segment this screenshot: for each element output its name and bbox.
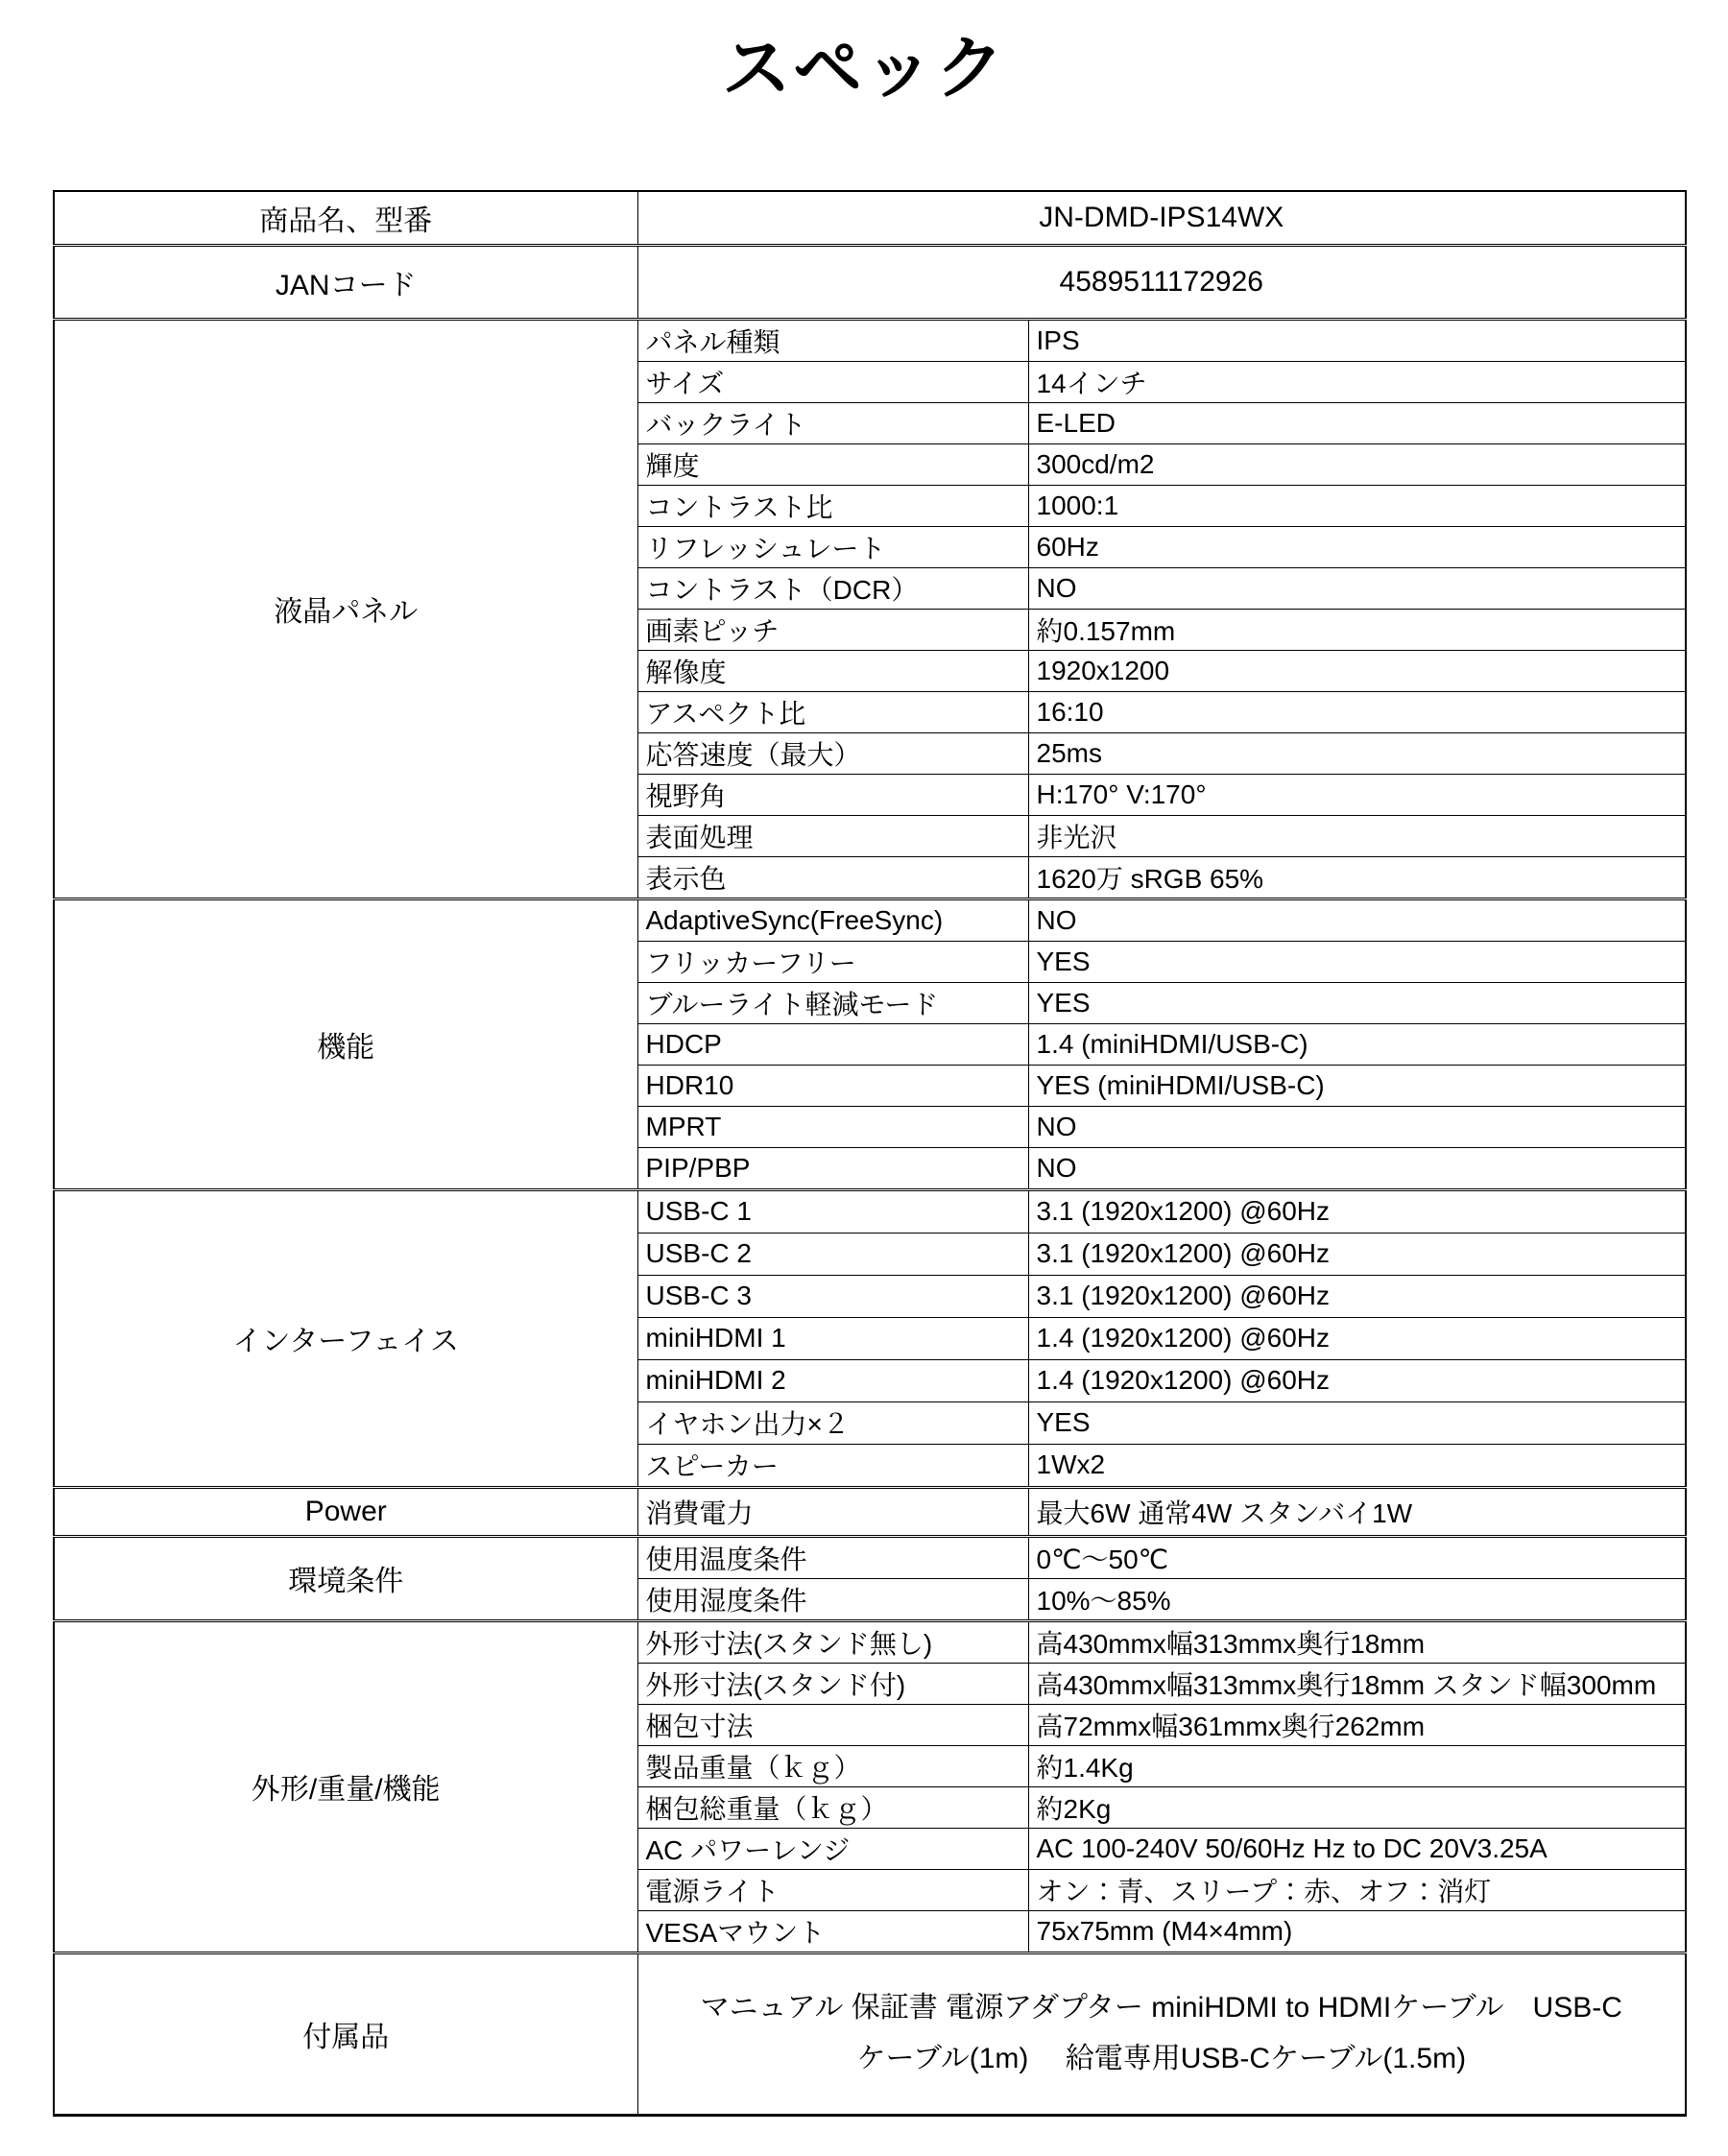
item-label-cell: VESAマウント — [637, 1910, 1028, 1952]
item-value-cell: 3.1 (1920x1200) @60Hz — [1028, 1275, 1686, 1317]
section-label-cell: インターフェイス — [54, 1189, 637, 1487]
item-label-cell: アスペクト比 — [637, 691, 1028, 732]
section-label-cell: 付属品 — [54, 1952, 637, 2115]
section-label-cell: 液晶パネル — [54, 319, 637, 898]
item-label-cell: USB-C 2 — [637, 1233, 1028, 1275]
item-value-cell: 高430mmx幅313mmx奥行18mm — [1028, 1620, 1686, 1663]
spec-row — [54, 1487, 1686, 1536]
item-value-cell: NO — [1028, 1147, 1686, 1189]
item-label-cell: USB-C 1 — [637, 1189, 1028, 1233]
item-label-cell: 電源ライト — [637, 1869, 1028, 1910]
item-value-cell: オン：青、スリープ：赤、オフ：消灯 — [1028, 1869, 1686, 1910]
item-value-cell: 0℃～50℃ — [1028, 1536, 1686, 1578]
page-title: スペック — [721, 31, 1006, 108]
item-label-cell: イヤホン出力×２ — [637, 1401, 1028, 1444]
item-value-cell: E-LED — [1028, 402, 1686, 443]
item-value-cell: 60Hz — [1028, 526, 1686, 567]
item-value-cell: 非光沢 — [1028, 815, 1686, 856]
item-label-cell: 表面処理 — [637, 815, 1028, 856]
row-label-cell: JANコード — [54, 245, 637, 319]
item-label-cell: サイズ — [637, 361, 1028, 402]
item-label-cell: AdaptiveSync(FreeSync) — [637, 898, 1028, 941]
item-value-cell: 1000:1 — [1028, 485, 1686, 526]
item-label-cell: miniHDMI 2 — [637, 1359, 1028, 1401]
item-value-cell: 約1.4Kg — [1028, 1745, 1686, 1786]
item-label-cell: 外形寸法(スタンド無し) — [637, 1620, 1028, 1663]
item-value-cell: YES — [1028, 982, 1686, 1023]
item-value-cell: 10%～85% — [1028, 1578, 1686, 1620]
item-value-cell: IPS — [1028, 319, 1686, 361]
item-value-cell: 1.4 (1920x1200) @60Hz — [1028, 1359, 1686, 1401]
item-label-cell: ブルーライト軽減モード — [637, 982, 1028, 1023]
spec-table-body — [54, 191, 1686, 2116]
item-label-cell: コントラスト（DCR） — [637, 567, 1028, 609]
item-label-cell: 梱包総重量（ｋｇ） — [637, 1786, 1028, 1828]
item-label-cell: スピーカー — [637, 1444, 1028, 1487]
item-label-cell: PIP/PBP — [637, 1147, 1028, 1189]
item-label-cell: 梱包寸法 — [637, 1704, 1028, 1745]
spec-page — [0, 25, 1728, 2156]
item-label-cell: 輝度 — [637, 443, 1028, 485]
item-value-cell: NO — [1028, 567, 1686, 609]
spec-row — [54, 319, 1686, 361]
section-label-cell: 機能 — [54, 898, 637, 1189]
item-value-cell: 高72mmx幅361mmx奥行262mm — [1028, 1704, 1686, 1745]
spec-row — [54, 1620, 1686, 1663]
row-value-cell: 4589511172926 — [637, 245, 1686, 319]
item-value-cell: 約0.157mm — [1028, 609, 1686, 650]
item-value-cell: NO — [1028, 1106, 1686, 1147]
accessories-value-cell: マニュアル 保証書 電源アダプター miniHDMI to HDMIケーブル USB-Cケーブル(1m) 給電専用USB-Cケーブル(1.5m) — [637, 1952, 1686, 2115]
row-value-cell: JN-DMD-IPS14WX — [637, 191, 1686, 246]
section-label-cell: 環境条件 — [54, 1536, 637, 1620]
item-value-cell: YES — [1028, 1401, 1686, 1444]
spec-row — [54, 1189, 1686, 1233]
item-label-cell: 表示色 — [637, 856, 1028, 898]
item-label-cell: 応答速度（最大） — [637, 732, 1028, 774]
item-value-cell: 300cd/m2 — [1028, 443, 1686, 485]
item-value-cell: 25ms — [1028, 732, 1686, 774]
item-label-cell: HDR10 — [637, 1065, 1028, 1106]
section-label-cell: 外形/重量/機能 — [54, 1620, 637, 1952]
item-value-cell: YES (miniHDMI/USB-C) — [1028, 1065, 1686, 1106]
item-value-cell: 1920x1200 — [1028, 650, 1686, 691]
item-label-cell: バックライト — [637, 402, 1028, 443]
item-label-cell: 使用湿度条件 — [637, 1578, 1028, 1620]
item-value-cell: 1.4 (miniHDMI/USB-C) — [1028, 1023, 1686, 1065]
item-label-cell: HDCP — [637, 1023, 1028, 1065]
item-label-cell: miniHDMI 1 — [637, 1317, 1028, 1359]
item-label-cell: 解像度 — [637, 650, 1028, 691]
item-value-cell: 高430mmx幅313mmx奥行18mm スタンド幅300mm — [1028, 1663, 1686, 1704]
item-value-cell: 1Wx2 — [1028, 1444, 1686, 1487]
item-label-cell: リフレッシュレート — [637, 526, 1028, 567]
item-label-cell: パネル種類 — [637, 319, 1028, 361]
item-value-cell: 1.4 (1920x1200) @60Hz — [1028, 1317, 1686, 1359]
item-value-cell: 3.1 (1920x1200) @60Hz — [1028, 1233, 1686, 1275]
item-value-cell: 1620万 sRGB 65% — [1028, 856, 1686, 898]
spec-row — [54, 1952, 1686, 2115]
item-label-cell: MPRT — [637, 1106, 1028, 1147]
item-label-cell: 消費電力 — [637, 1487, 1028, 1536]
item-label-cell: USB-C 3 — [637, 1275, 1028, 1317]
row-label-cell: 商品名、型番 — [54, 191, 637, 246]
spec-row — [54, 1536, 1686, 1578]
item-value-cell: 最大6W 通常4W スタンバイ1W — [1028, 1487, 1686, 1536]
item-value-cell: 16:10 — [1028, 691, 1686, 732]
item-label-cell: 使用温度条件 — [637, 1536, 1028, 1578]
spec-table — [53, 190, 1687, 2117]
item-label-cell: フリッカーフリー — [637, 941, 1028, 982]
item-label-cell: 画素ピッチ — [637, 609, 1028, 650]
item-value-cell: H:170° V:170° — [1028, 774, 1686, 815]
spec-row — [54, 245, 1686, 319]
item-value-cell: AC 100-240V 50/60Hz Hz to DC 20V3.25A — [1028, 1828, 1686, 1869]
item-value-cell: 75x75mm (M4×4mm) — [1028, 1910, 1686, 1952]
item-label-cell: 外形寸法(スタンド付) — [637, 1663, 1028, 1704]
section-label-cell: Power — [54, 1487, 637, 1536]
item-label-cell: 視野角 — [637, 774, 1028, 815]
item-value-cell: NO — [1028, 898, 1686, 941]
item-value-cell: YES — [1028, 941, 1686, 982]
item-label-cell: 製品重量（ｋｇ） — [637, 1745, 1028, 1786]
item-value-cell: 3.1 (1920x1200) @60Hz — [1028, 1189, 1686, 1233]
item-value-cell: 約2Kg — [1028, 1786, 1686, 1828]
item-label-cell: AC パワーレンジ — [637, 1828, 1028, 1869]
item-value-cell: 14インチ — [1028, 361, 1686, 402]
item-label-cell: コントラスト比 — [637, 485, 1028, 526]
spec-row — [54, 898, 1686, 941]
spec-row — [54, 191, 1686, 246]
